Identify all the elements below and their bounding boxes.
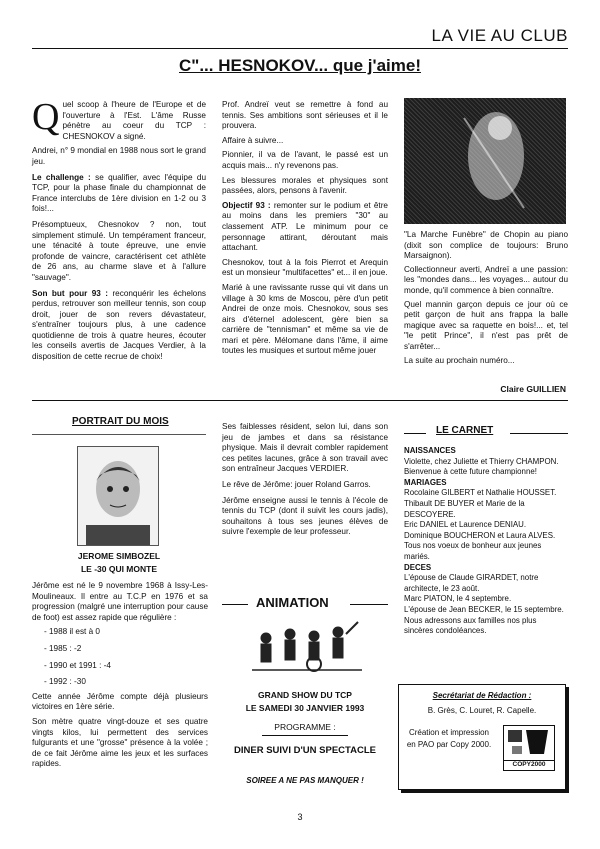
ranking-item: - 1985 : -2 bbox=[44, 643, 82, 653]
animation-rule-right bbox=[350, 604, 388, 605]
article-separator bbox=[32, 400, 568, 401]
article-title: C"... HESNOKOV... que j'aime! bbox=[179, 56, 421, 75]
header-rule bbox=[32, 48, 568, 49]
programme-label: PROGRAMME : bbox=[274, 722, 336, 732]
middle-paragraph: Le rêve de Jérôme: jouer Roland Garros. bbox=[222, 479, 371, 489]
carnet-line: Violette, chez Juliette et Thierry CHAMPON. bbox=[404, 456, 559, 466]
portrait-subtitle: LE -30 QUI MONTE bbox=[80, 564, 158, 574]
article-paragraph: Andrei, n° 9 mondial en 1988 nous sort le grand jeu. bbox=[32, 146, 206, 166]
portrait-paragraph: Cette année Jérôme compte déjà plusieurs victoires en 1ère série. bbox=[32, 691, 208, 712]
article-paragraph: La suite au prochain numéro... bbox=[404, 355, 515, 365]
carnet-line: Thibault DE BUYER et Marie de la DESCOYERE. bbox=[404, 498, 525, 519]
band-illustration bbox=[252, 620, 362, 672]
carnet-line: Bienvenue à cette future championne! bbox=[404, 467, 537, 477]
show-date: LE SAMEDI 30 JANVIER 1993 bbox=[245, 703, 365, 713]
article-paragraph: Collectionneur averti, Andreï a une passion: les "mondes dans... les voyages... autour du monde, qu'il commence à bien connaître. bbox=[404, 264, 568, 295]
article-paragraph: Pionnier, il va de l'avant, le passé est un acquis mais... n'y revenons pas. bbox=[222, 150, 388, 170]
carnet-line: Dominique BOUCHERON et Laura ALVES. bbox=[404, 530, 556, 540]
carnet-rule-left bbox=[404, 433, 426, 434]
soiree-warning: SOIREE A NE PAS MANQUER ! bbox=[246, 776, 364, 785]
carnet-line: L'épouse de Jean BECKER, le 15 septembre. bbox=[404, 604, 564, 614]
copy2000-logo bbox=[503, 725, 555, 771]
ranking-item: - 1992 : -30 bbox=[44, 677, 86, 687]
article-paragraph: Présomptueux, Chesnokov ? non, tout simplement stimulé. Un tempérament franceur, une ténacité à toute épreuve, une envie profonde de vaincre, caractérisent cet athlète de 26 ans, au charme slave et à l'allure "sauvage". bbox=[32, 219, 206, 282]
logo-text: COPY2000 bbox=[504, 760, 554, 768]
carnet-line: L'épouse de Claude GIRARDET, notre architecte, le 23 août. bbox=[404, 573, 539, 593]
carnet-line: Eric DANIEL et Laurence DENIAU. bbox=[404, 520, 527, 530]
carnet-line: Rocolaine GILBERT et Nathalie HOUSSET. bbox=[404, 488, 557, 498]
article-col-1 bbox=[32, 96, 206, 363]
article-paragraph: Chesnokov, tout à la fois Pierrot et Arequin est un monsieur "multifacettes" et... il en joue. bbox=[222, 257, 388, 278]
carnet-line: Marc PIATON, le 4 septembre. bbox=[404, 594, 512, 604]
carnet-line: Tous nos voeux de bonheur aux jeunes mariés. bbox=[404, 541, 542, 561]
article-paragraph: Affaire à suivre... bbox=[222, 135, 284, 145]
middle-paragraph: Jérôme enseigne aussi le tennis à l'école de tennis du TCP (dont il suivit les cours jadis), souhaitons à tous ses jeunes élèves de suivre l'exemple de leur professeur. bbox=[222, 495, 388, 537]
article-paragraph: Les blessures morales et physiques sont passées, alors, pensons à l'avenir. bbox=[222, 175, 388, 196]
redaction-credit: Création et impression en PAO par Copy 2000. bbox=[406, 728, 492, 749]
carnet-title: LE CARNET bbox=[436, 425, 494, 436]
article-paragraph: Prof. Andreï veut se remettre à fond au tennis. Ses ambitions sont sérieuses et il le prouvera. bbox=[222, 100, 388, 131]
chesnokov-photo bbox=[404, 98, 566, 224]
article-paragraph: Le challenge : se qualifier, avec l'équipe du TCP, pour la phase finale du championnat de France interclubs de 1ère division en 1-2 ou 3 fois!... bbox=[32, 172, 206, 214]
ranking-item: - 1990 et 1991 : -4 bbox=[44, 660, 111, 670]
carnet-list bbox=[404, 446, 568, 637]
article-col-2 bbox=[222, 100, 388, 357]
animation-title: ANIMATION bbox=[256, 595, 329, 610]
show-name: GRAND SHOW DU TCP bbox=[258, 690, 352, 700]
animation-rule-left bbox=[222, 604, 248, 605]
article-paragraph: "La Marche Funèbre" de Chopin au piano (dixit son complice de toujours: Bruno Marsaignon). bbox=[404, 230, 568, 261]
page-number: 3 bbox=[297, 812, 303, 822]
section-heading: LA VIE AU CLUB bbox=[431, 26, 568, 45]
portrait-rule bbox=[32, 434, 206, 435]
diner-info: DINER SUIVI D'UN SPECTACLE bbox=[234, 745, 376, 756]
drop-cap: Q bbox=[32, 96, 60, 138]
portrait-name: JEROME SIMBOZEL bbox=[77, 551, 161, 561]
jerome-photo bbox=[77, 446, 159, 546]
carnet-line: Nous adressons aux familles nos plus sincères condoléances. bbox=[404, 615, 537, 636]
article-paragraph: Objectif 93 : remonter sur le podium et être au moins dans les premiers "30" au classement ATP. Le minimum pour ce personnage attirant, déroutant mais attachant. bbox=[222, 200, 388, 253]
article-col-3 bbox=[404, 230, 568, 366]
carnet-heading: MARIAGES bbox=[404, 477, 447, 487]
article-paragraph: uel scoop à l'heure de l'Europe et de l'ouverture à l'Est. L'âme Russe pénètre au coeur du TCP : CHESNOKOV a signé. bbox=[62, 100, 206, 141]
redaction-names: B. Grès, C. Louret, R. Capelle. bbox=[427, 706, 537, 715]
redaction-box bbox=[398, 684, 566, 790]
article-paragraph: Son but pour 93 : reconquérir les échelons perdus, retrouver son meilleur tennis, son coup droit, jouer de son revers dévastateur, s'entraîner toujours plus, à une cadence quotidienne de trois à quatre heures, écouter les conseils avertis de Jacques Verdier, à la disposition de cette recrue de choix! bbox=[32, 288, 206, 362]
ranking-item: - 1988 il est à 0 bbox=[44, 627, 100, 637]
middle-paragraph: Ses faiblesses résident, selon lui, dans son jeu de jambes et dans sa résistance physique. Mais il devrait combler rapidement ces petites lacunes, grâce à son travail avec son entraîneur Jacques VERDIER. bbox=[222, 422, 388, 474]
programme-rule bbox=[262, 735, 348, 736]
portrait-paragraph: Son mètre quatre vingt-douze et ses quatre vingts kilos, lui permettent des services fulgurants et une "grosse" présence à la volée ; de ce fait Jérôme aime les jeux et les surfaces rapides. bbox=[32, 716, 208, 769]
carnet-heading: NAISSANCES bbox=[404, 446, 456, 455]
article-paragraph: Quel mannin garçon depuis ce jour où ce petit garçon de huit ans frappa la balle magique avec sa raquette en bois!... et, tel "le petit Prince", il n'est pas prêt de s'arrêter... bbox=[404, 299, 568, 351]
carnet-heading: DECES bbox=[404, 562, 432, 572]
portrait-title: PORTRAIT DU MOIS bbox=[72, 416, 169, 427]
carnet-rule-right bbox=[510, 433, 568, 434]
article-paragraph: Marié à une ravissante russe qui vit dans un village à 30 kms de Moscou, père d'un petit Andrei de onze mois. Chesnokov, sous ses airs d'éternel adolescent, gère bien sa carrière de "tennisman" et même sa vie de mari et père. Mélomane dans l'âme, il aime toutes les musiques et surtout même jouer bbox=[222, 282, 388, 356]
portrait-text bbox=[32, 581, 208, 770]
middle-text bbox=[222, 422, 388, 538]
portrait-intro: Jérôme est né le 9 novembre 1968 à Issy-Les-Moulineaux. Il entre au T.C.P en 1976 et sa progression (malgré une interruption pour cause de foot) est assez rapide que régulière : bbox=[32, 581, 208, 622]
redaction-title: Secrétariat de Rédaction : bbox=[432, 691, 532, 700]
author: Claire GUILLIEN bbox=[500, 384, 566, 394]
